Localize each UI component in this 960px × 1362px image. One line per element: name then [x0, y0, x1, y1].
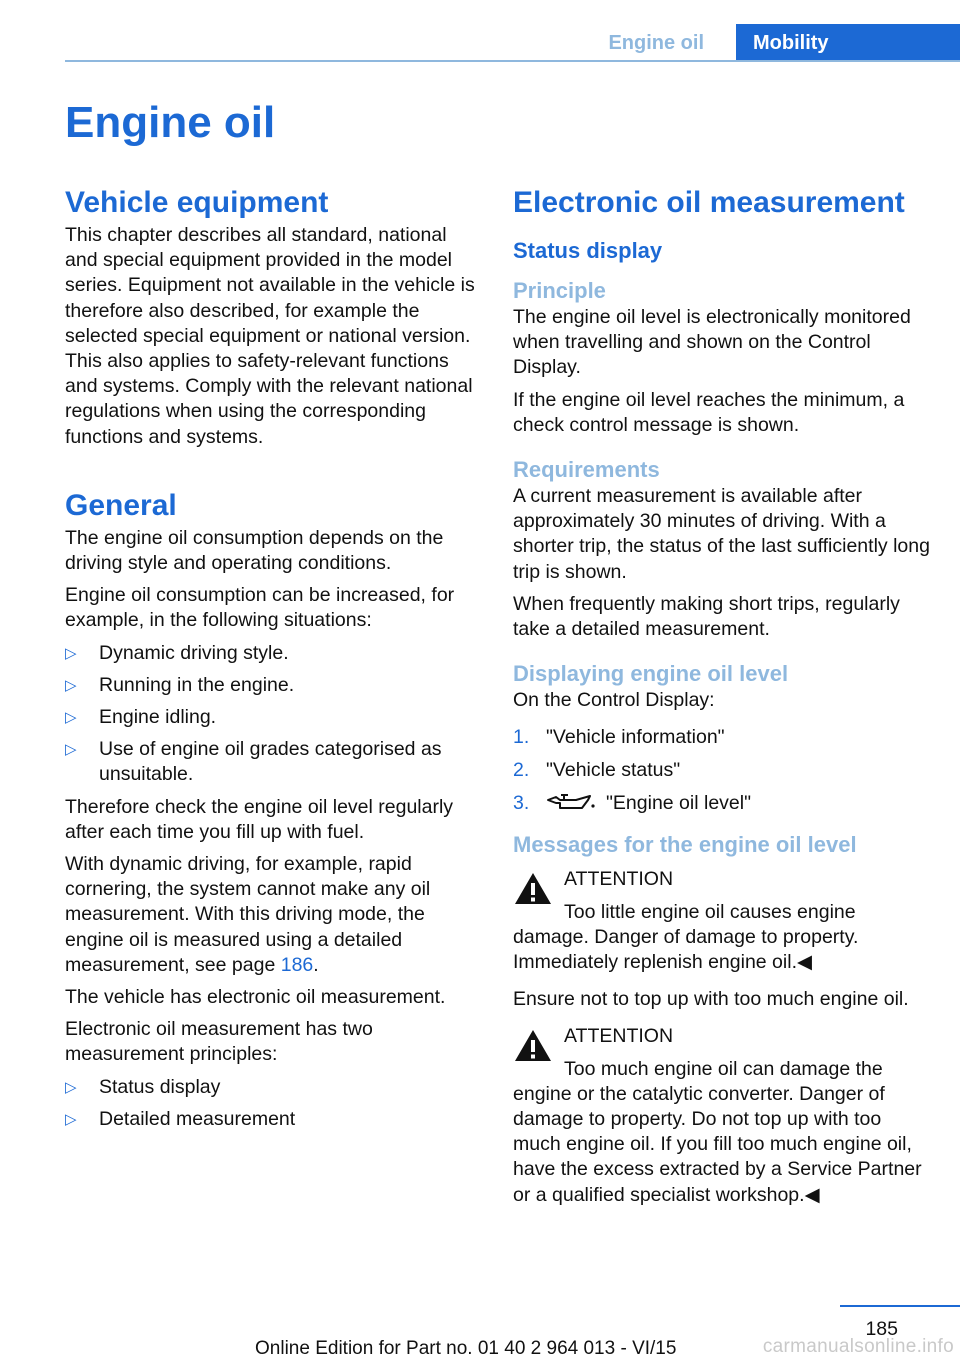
triangle-right-icon: ▷	[65, 709, 77, 727]
list-item: ▷ Use of engine oil grades categorised as unsuitable.	[65, 738, 442, 786]
heading-electronic-oil-measurement: Electronic oil measurement	[513, 186, 905, 219]
requirements-p1: A current measurement is available after approximately 30 minutes of driving. With a shorter trip, the status of the last sufficiently long trip is shown.	[513, 485, 930, 583]
heading-status-display: Status display	[513, 238, 663, 263]
general-p5: The vehicle has electronic oil measurement.	[65, 986, 446, 1009]
general-p2: Engine oil consumption can be increased, for example, in the following situations:	[65, 584, 455, 632]
chapter-title: Engine oil	[65, 98, 276, 147]
list-item: 1. "Vehicle information"	[513, 726, 725, 749]
situations-list	[65, 641, 483, 788]
triangle-right-icon: ▷	[65, 644, 77, 662]
page-number: 185	[865, 1318, 898, 1340]
footer-rule	[840, 1305, 960, 1307]
heading-displaying-oil-level: Displaying engine oil level	[513, 661, 789, 687]
heading-vehicle-equipment: Vehicle equipment	[65, 186, 329, 219]
general-p1: The engine oil consumption depends on the driving style and operating conditions.	[65, 526, 444, 575]
warning-block-1	[513, 867, 933, 975]
list-item: ▷ Dynamic driving style.	[65, 641, 483, 666]
warning-text: Too little engine oil causes engine damage. Danger of damage to property. Immediately replenish engine oil.◀	[513, 900, 859, 974]
general-p3: Therefore check the engine oil level regularly after each time you fill up with fuel.	[65, 795, 454, 843]
triangle-right-icon: ▷	[65, 1110, 77, 1128]
header-rule	[65, 60, 960, 62]
left-column	[65, 183, 483, 1139]
heading-requirements: Requirements	[513, 457, 660, 483]
principle-p1: The engine oil level is electronically monitored when travelling and shown on the Control Display.	[513, 306, 911, 379]
principle-p2: If the engine oil level reaches the minimum, a check control message is shown.	[513, 388, 905, 436]
header-section-title: Engine oil	[608, 32, 704, 54]
warning-triangle-icon	[513, 1028, 553, 1064]
heading-general: General	[65, 488, 177, 522]
triangle-right-icon: ▷	[65, 741, 77, 759]
triangle-right-icon: ▷	[65, 1078, 77, 1096]
warning-title: ATTENTION	[564, 868, 674, 891]
warning-title: ATTENTION	[564, 1025, 674, 1048]
warning-triangle-icon	[513, 871, 553, 907]
watermark: carmanualsonline.info	[762, 1336, 954, 1357]
general-p6: Electronic oil measurement has two measurement principles:	[65, 1018, 373, 1066]
list-item: 2. "Vehicle status"	[513, 759, 681, 782]
page-link-186[interactable]: 186	[280, 953, 314, 976]
list-item: ▷ Status display	[65, 1075, 483, 1100]
list-item: 3. "Engine oil level"	[513, 792, 752, 815]
list-item: ▷ Running in the engine.	[65, 673, 483, 698]
heading-principle: Principle	[513, 278, 606, 303]
general-p4: With dynamic driving, for example, rapid cornering, the system cannot make any oil measurement. With this driving mode, the engine oil is measured using a detailed measurement, see page 186.	[65, 853, 431, 976]
principles-list	[65, 1075, 483, 1132]
requirements-p2: When frequently making short trips, regularly take a detailed measurement.	[513, 592, 900, 641]
steps-list	[513, 725, 933, 817]
warning-block-2	[513, 1024, 933, 1207]
between-text: Ensure not to top up with too much engine oil.	[513, 988, 909, 1011]
header-tab-mobility[interactable]: Mobility	[736, 24, 960, 62]
displaying-intro: On the Control Display:	[513, 689, 715, 712]
oil-can-icon	[546, 791, 596, 813]
list-item: ▷ Engine idling.	[65, 705, 483, 730]
heading-messages: Messages for the engine oil level	[513, 832, 857, 858]
triangle-right-icon: ▷	[65, 676, 77, 694]
edition-text: Online Edition for Part no. 01 40 2 964 013 - VI/15	[255, 1338, 677, 1359]
warning-text: Too much engine oil can damage the engine or the catalytic converter. Danger of damage to property. Do not top up with too much engine oil. If you fill too much engine oil, have the excess extracted by a Service Partner or a qualified specialist workshop.◀	[513, 1057, 922, 1206]
vehicle-equipment-text: This chapter describes all standard, national and special equipment provided in the model series. Equipment not available in the vehicle is therefore also described, for example the selected special equipment or national version. This also applies to safety-relevant functions and systems. Comply with the relevant national regulations when using the corresponding functions and systems.	[65, 224, 475, 448]
right-column	[513, 183, 933, 1216]
list-item: ▷ Detailed measurement	[65, 1107, 483, 1132]
